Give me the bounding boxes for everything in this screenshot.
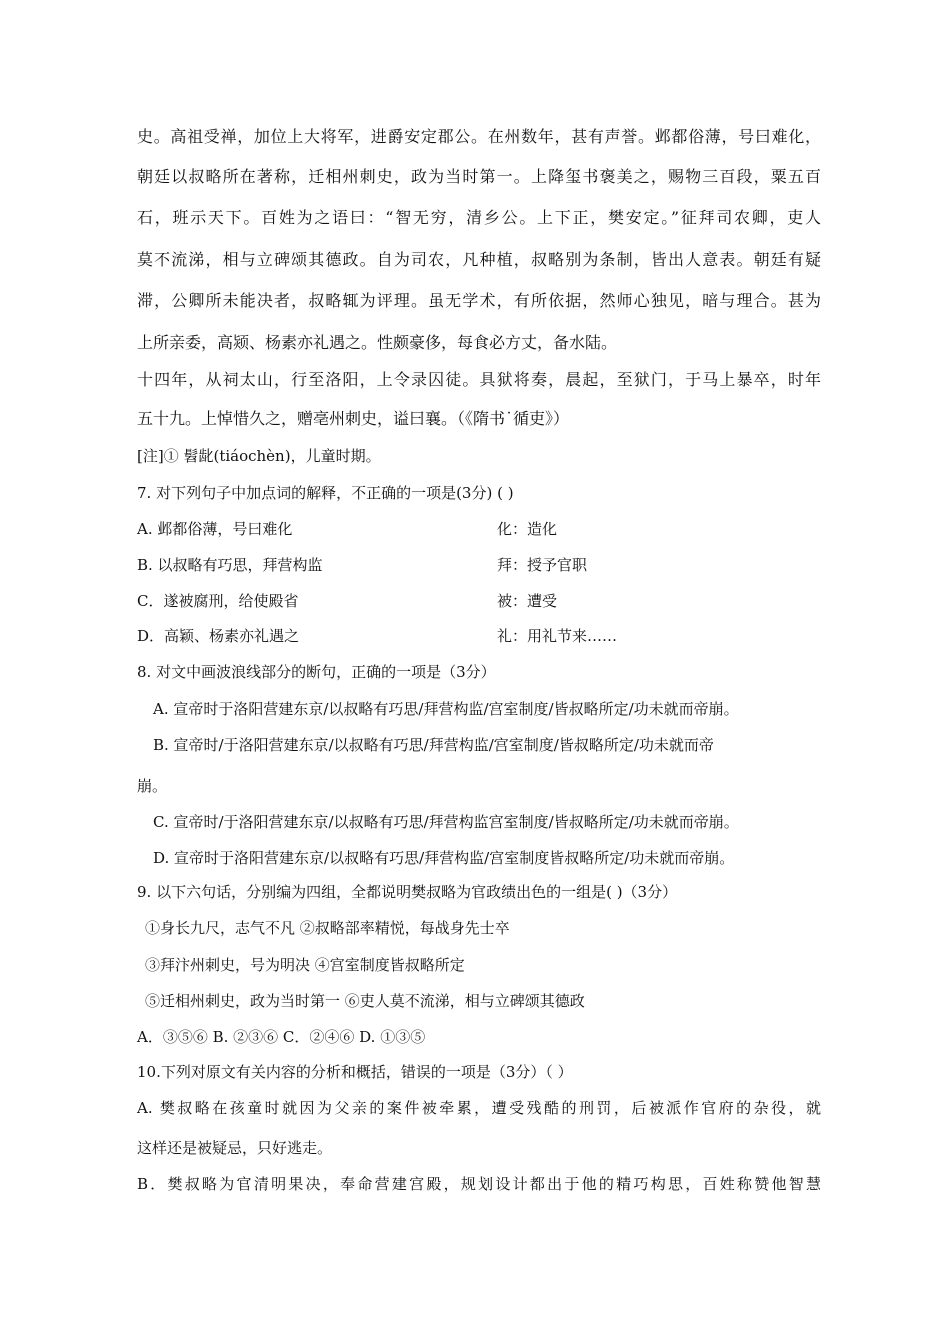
question-7-option-c: C．遂被腐刑，给使殿省 (137, 592, 299, 610)
question-7-option-d: D．高颖、杨素亦礼遇之 (137, 627, 300, 645)
question-8-option-c: C. 宣帝时/于洛阳营建东京/以叔略有巧思/拜营构监宫室制度/皆叔略所定/功未就而帝崩。 (153, 813, 739, 831)
question-7-option-a: A. 邺都俗薄，号曰难化 (137, 520, 293, 538)
question-10-stem: 10.下列对原文有关内容的分析和概括，错误的一项是（3分）（ ） (137, 1063, 573, 1081)
question-9-item-row: ①身长九尺，志气不凡 ②叔略部率精悦，每战身先士卒 (145, 919, 510, 937)
question-10-option-a-cont: 这样还是被疑忌，只好逃走。 (137, 1139, 333, 1157)
question-9-answers: A．③⑤⑥ B. ②③⑥ C．②④⑥ D. ①③⑤ (137, 1028, 426, 1046)
passage-line: 上所亲委，高颎、杨素亦礼遇之。性颇豪侈，每食必方丈，备水陆。 (137, 333, 618, 352)
passage-line: 五十九。上悼惜久之，赠亳州刺史，谥曰襄。（《隋书˙循吏》） (137, 409, 570, 428)
passage-note: [注]① 髫龀(tiáochèn)，儿童时期。 (137, 447, 381, 465)
question-7-option-b: B. 以叔略有巧思，拜营构监 (137, 556, 323, 574)
question-7-option-d-gloss: 礼：用礼节来…… (497, 627, 618, 645)
question-8-option-b-cont: 崩。 (137, 777, 168, 795)
passage-line: 莫不流涕，相与立碑颂其德政。自为司农，凡种植，叔略别为条制，皆出人意表。朝廷有疑 (137, 250, 821, 269)
question-9-item-row: ③拜汴州刺史，号为明决 ④宫室制度皆叔略所定 (145, 956, 465, 974)
question-7-stem: 7. 对下列句子中加点词的解释，不正确的一项是(3分) ( ) (137, 484, 514, 502)
question-7-option-a-gloss: 化：造化 (497, 520, 558, 538)
passage-line: 朝廷以叔略所在著称，迁相州刺史，政为当时第一。上降玺书褒美之，赐物三百段，粟五百 (137, 167, 821, 186)
question-8-option-a: A. 宣帝时于洛阳营建东京/以叔略有巧思/拜营构监/宫室制度/皆叔略所定/功未就而帝崩。 (153, 700, 739, 718)
question-10-option-a: A. 樊叔略在孩童时就因为父亲的案件被牵累，遭受残酷的刑罚，后被派作官府的杂役，就 (137, 1099, 821, 1117)
question-8-option-d: D. 宣帝时于洛阳营建东京/以叔略有巧思/拜营构监/宫室制度皆叔略所定/功未就而帝崩。 (153, 849, 735, 867)
question-9-item-row: ⑤迁相州刺史，政为当时第一 ⑥吏人莫不流涕，相与立碑颂其德政 (145, 992, 585, 1010)
question-7-option-b-gloss: 拜：授予官职 (497, 556, 588, 574)
question-8-option-b: B. 宣帝时/于洛阳营建东京/以叔略有巧思/拜营构监/宫室制度/皆叔略所定/功未就而帝 (153, 736, 714, 754)
passage-line: 滞，公卿所未能决者，叔略辄为评理。虽无学术，有所依据，然师心独见，暗与理合。甚为 (137, 291, 821, 310)
question-10-option-b: B．樊叔略为官清明果决，奉命营建宫殿，规划设计都出于他的精巧构思，百姓称赞他智慧 (137, 1175, 821, 1193)
question-7-option-c-gloss: 被：遭受 (497, 592, 558, 610)
question-8-stem: 8. 对文中画波浪线部分的断句，正确的一项是（3分） (137, 663, 496, 681)
passage-line: 石，班示天下。百姓为之语曰：“智无穷，清乡公。上下正，樊安定。”征拜司农卿，吏人 (137, 208, 821, 227)
passage-line: 史。高祖受禅，加位上大将军，进爵安定郡公。在州数年，甚有声誉。邺都俗薄，号曰难化， (137, 127, 821, 146)
passage-line: 十四年，从祠太山，行至洛阳，上令录囚徒。具狱将奏，晨起，至狱门，于马上暴卒，时年 (137, 370, 821, 389)
question-9-stem: 9. 以下六句话，分别编为四组，全都说明樊叔略为官政绩出色的一组是( )（3分） (137, 883, 678, 901)
